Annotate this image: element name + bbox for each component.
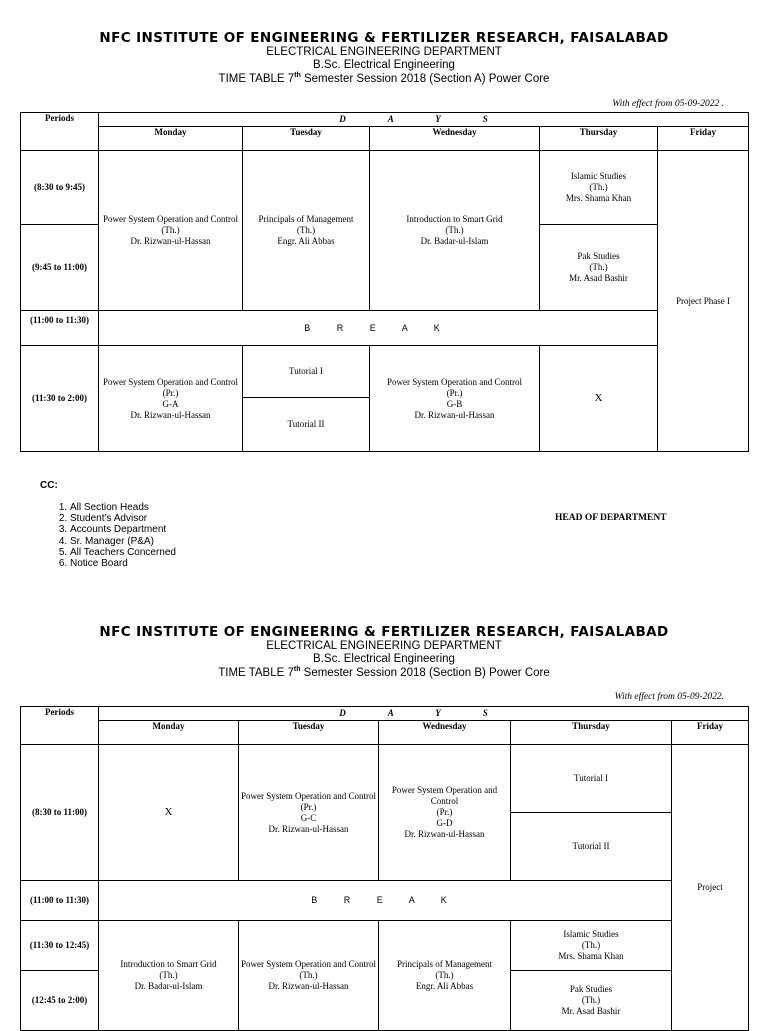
class-cell: [99, 921, 239, 1031]
class-type: (Pr.): [446, 387, 463, 398]
class-cell: [239, 745, 379, 881]
department-title: ELECTRICAL ENGINEERING DEPARTMENT: [266, 640, 502, 652]
timetable-title-sup: th: [294, 72, 301, 79]
day-thursday: Thursday: [540, 127, 658, 151]
course-name: Power System Operation and Control: [103, 214, 238, 224]
group: G-B: [446, 398, 463, 409]
course-name: Power System Operation and Control: [391, 785, 498, 806]
course-name: Power System Operation and Control: [241, 959, 376, 969]
class-cell: [370, 346, 540, 452]
course-name: Islamic Studies: [570, 171, 627, 181]
period-label: (11:30 to 12:45): [21, 921, 99, 971]
class-type: (Th.): [296, 225, 316, 235]
class-cell: [243, 151, 370, 311]
period-label: (8:30 to 11:00): [21, 745, 99, 881]
day-tuesday: Tuesday: [243, 127, 370, 151]
instructor: Dr. Rizwan-ul-Hassan: [130, 236, 211, 246]
cc-item: 2. Student’s Advisor: [70, 513, 176, 524]
instructor: Dr. Rizwan-ul-Hassan: [414, 409, 495, 420]
institute-title: NFC INSTITUTE OF ENGINEERING & FERTILIZER RESEARCH, FAISALABAD: [99, 624, 669, 640]
tutorial-cell: Tutorial I: [243, 346, 370, 398]
timetable-title-prefix: TIME TABLE 7: [218, 666, 294, 679]
class-type: (Th.): [435, 970, 454, 980]
instructor: Dr. Rizwan-ul-Hassan: [268, 981, 349, 991]
class-type: (Th.): [159, 970, 178, 980]
day-tuesday: Tuesday: [239, 721, 379, 745]
effective-date: With effect from 05-09-2022 .: [612, 99, 724, 109]
class-type: (Th.): [581, 995, 601, 1005]
class-type: (Th.): [445, 225, 464, 235]
instructor: Mr. Asad Bashir: [569, 273, 628, 283]
periods-header: Periods: [21, 113, 99, 151]
class-cell: [370, 151, 540, 311]
course-name: Principals of Management: [397, 959, 492, 969]
timetable-title: [0, 666, 768, 679]
instructor: Engr. Ali Abbas: [277, 236, 335, 246]
empty-slot: X: [540, 346, 658, 452]
tutorial-cell: Tutorial II: [243, 398, 370, 452]
friday-project: Project Phase I: [658, 151, 749, 452]
period-label: (11:00 to 11:30): [21, 881, 99, 921]
course-name: Introduction to Smart Grid: [406, 214, 503, 224]
instructor: Dr. Rizwan-ul-Hassan: [404, 829, 485, 839]
class-type: (Th.): [589, 262, 608, 272]
break-row: B R E A K: [99, 881, 672, 921]
timetable-section-b: [20, 706, 749, 1031]
timetable-title-suffix: Semester Session 2018 (Section B) Power Core: [300, 666, 550, 679]
course-name: Pak Studies: [577, 251, 620, 261]
instructor: Engr. Ali Abbas: [415, 981, 474, 991]
instructor: Dr. Badar-ul-Islam: [420, 236, 489, 246]
course-name: Islamic Studies: [563, 929, 619, 939]
class-type: (Pr.): [300, 801, 317, 812]
instructor: Mrs. Shama Khan: [558, 951, 624, 961]
class-cell: [239, 921, 379, 1031]
days-header: D A Y S: [99, 113, 749, 127]
class-type: (Th.): [589, 182, 608, 192]
day-thursday: Thursday: [511, 721, 672, 745]
group: G-A: [162, 398, 179, 409]
instructor: Mrs. Shama Khan: [565, 193, 632, 203]
program-title: B.Sc. Electrical Engineering: [313, 59, 455, 71]
class-type: (Pr.): [436, 807, 453, 817]
group: G-C: [300, 812, 317, 823]
class-cell: [379, 921, 511, 1031]
period-label: (9:45 to 11:00): [21, 225, 99, 311]
program-title: B.Sc. Electrical Engineering: [313, 653, 455, 665]
cc-item: 3. Accounts Department: [70, 524, 176, 535]
cc-item: 4. Sr. Manager (P&A): [70, 536, 176, 547]
class-cell: [511, 971, 672, 1031]
course-name: Power System Operation and Control: [387, 376, 522, 387]
group: G-D: [436, 818, 453, 828]
course-name: Principals of Management: [258, 214, 354, 224]
instructor: Dr. Rizwan-ul-Hassan: [268, 823, 349, 834]
day-wednesday: Wednesday: [379, 721, 511, 745]
class-type: (Pr.): [162, 387, 179, 398]
day-monday: Monday: [99, 721, 239, 745]
cc-item: 1. All Section Heads: [70, 502, 176, 513]
instructor: Dr. Rizwan-ul-Hassan: [130, 409, 211, 420]
cc-list: [48, 502, 176, 569]
period-label: (11:00 to 11:30): [21, 311, 99, 346]
timetable-section-a: [20, 112, 749, 452]
cc-item: 5. All Teachers Concerned: [70, 547, 176, 558]
timetable-title-suffix: Semester Session 2018 (Section A) Power Core: [300, 72, 550, 85]
class-type: (Th.): [299, 970, 318, 980]
day-wednesday: Wednesday: [370, 127, 540, 151]
effective-date: With effect from 05-09-2022.: [614, 692, 724, 702]
class-cell: [511, 921, 672, 971]
periods-header: Periods: [21, 707, 99, 745]
class-cell: [99, 346, 243, 452]
friday-project: Project: [672, 745, 749, 1031]
class-type: (Th.): [581, 940, 601, 950]
period-label: (12:45 to 2:00): [21, 971, 99, 1031]
empty-slot: X: [99, 745, 239, 881]
department-title: ELECTRICAL ENGINEERING DEPARTMENT: [266, 46, 502, 58]
period-label: (8:30 to 9:45): [21, 151, 99, 225]
class-cell: [99, 151, 243, 311]
day-friday: Friday: [658, 127, 749, 151]
instructor: Mr. Asad Bashir: [561, 1006, 621, 1016]
timetable-title-sup: th: [293, 666, 301, 673]
timetable-title: [0, 72, 768, 85]
tutorial-cell: Tutorial I: [511, 745, 672, 813]
instructor: Dr. Badar-ul-Islam: [134, 981, 203, 991]
class-cell: [379, 745, 511, 881]
day-friday: Friday: [672, 721, 749, 745]
break-row: B R E A K: [99, 311, 658, 346]
day-monday: Monday: [99, 127, 243, 151]
institute-title: NFC INSTITUTE OF ENGINEERING & FERTILIZER RESEARCH, FAISALABAD: [99, 30, 669, 46]
days-header: D A Y S: [99, 707, 749, 721]
course-name: Power System Operation and Control: [241, 790, 376, 801]
timetable-title-prefix: TIME TABLE 7: [218, 72, 295, 85]
tutorial-cell: Tutorial II: [511, 813, 672, 881]
head-of-department: HEAD OF DEPARTMENT: [555, 513, 667, 523]
class-cell: [540, 225, 658, 311]
cc-label: CC:: [40, 480, 58, 491]
class-cell: [540, 151, 658, 225]
period-label: (11:30 to 2:00): [21, 346, 99, 452]
course-name: Pak Studies: [569, 984, 613, 994]
class-type: (Th.): [161, 225, 180, 235]
course-name: Power System Operation and Control: [103, 376, 238, 387]
cc-item: 6. Notice Board: [70, 558, 176, 569]
course-name: Introduction to Smart Grid: [120, 959, 217, 969]
